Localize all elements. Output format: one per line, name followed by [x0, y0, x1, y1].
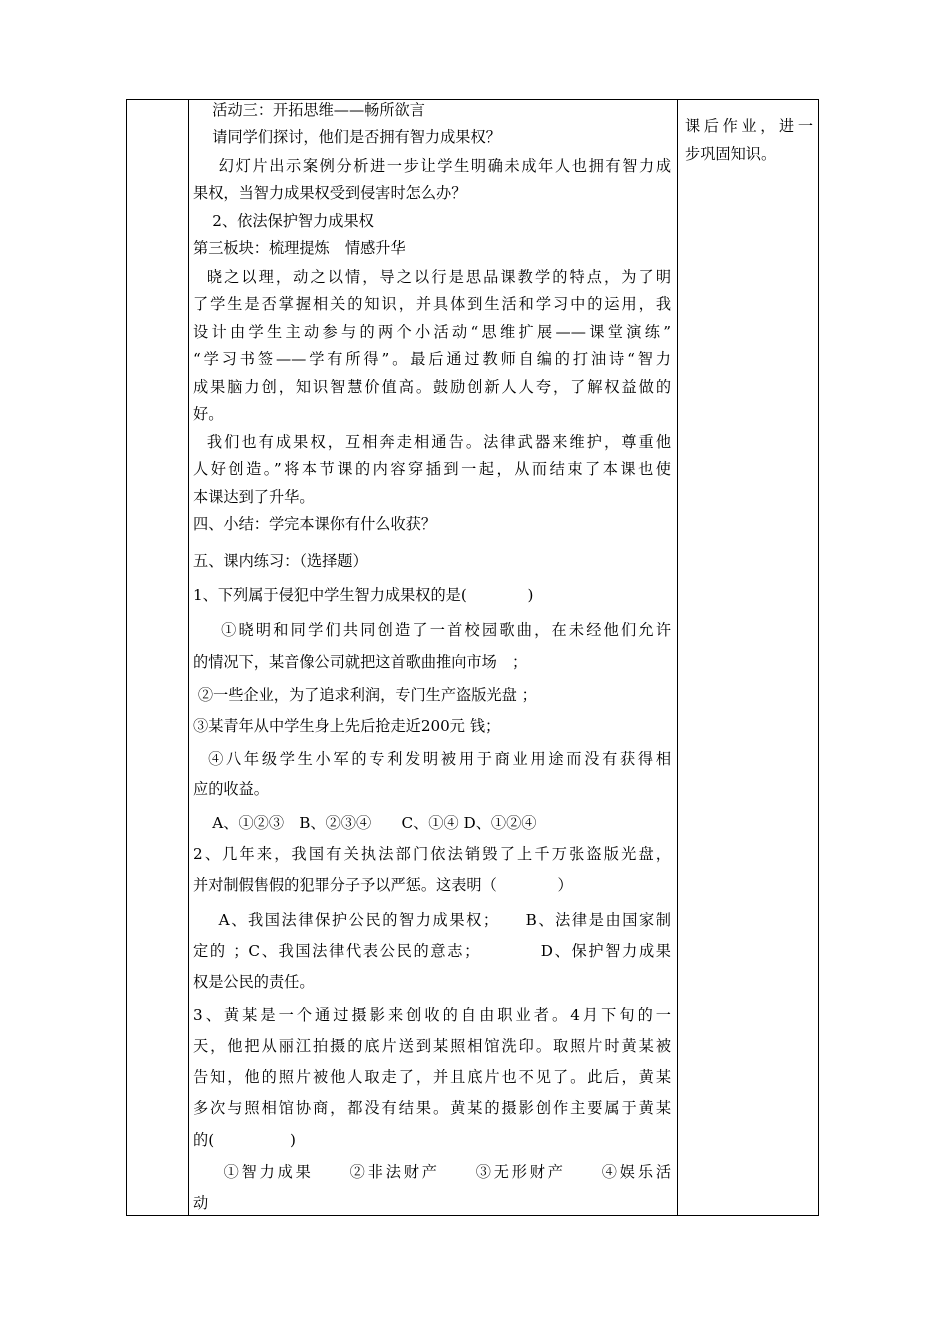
text-line: 幻灯片出示案例分析进一步让学生明确未成年人也拥有智力成	[193, 157, 672, 175]
answer-choices: A、我国法律保护公民的智力成果权； B、法律是由国家制	[193, 911, 671, 929]
text-line: 设计由学生主动参与的两个小活动“思维扩展——课堂演练”	[193, 323, 671, 341]
answer-choices: 动	[193, 1194, 209, 1212]
section-heading: 五、课内练习：（选择题）	[193, 552, 368, 570]
section-heading: 第三板块：梳理提炼 情感升华	[193, 239, 406, 257]
option-line: ④八年级学生小军的专利发明被用于商业用途而没有获得相	[193, 750, 672, 768]
question-line: 3、黄某是一个通过摄影来创收的自由职业者。4月下旬的一	[193, 1006, 671, 1024]
question-line: 的( )	[193, 1131, 296, 1149]
question-line: 告知，他的照片被他人取走了，并且底片也不见了。此后，黄某	[193, 1068, 671, 1086]
text-line: 成果脑力创，知识智慧价值高。鼓励创新人人夸，了解权益做的	[193, 378, 671, 396]
text-line: 本课达到了升华。	[193, 488, 315, 506]
question-line: 1、下列属于侵犯中学生智力成果权的是( )	[193, 586, 534, 604]
text-line: 晓之以理，动之以情，导之以行是思品课教学的特点，为了明	[193, 268, 672, 286]
question-line: 多次与照相馆协商，都没有结果。黄某的摄影创作主要属于黄某	[193, 1099, 671, 1117]
option-line: ③某青年从中学生身上先后抢走近200元 钱；	[193, 717, 501, 735]
text-line: 人好创造。”将本节课的内容穿插到一起，从而结束了本课也使	[193, 460, 671, 478]
question-line: 天，他把从丽江拍摄的底片送到某照相馆洗印。取照片时黄某被	[193, 1037, 671, 1055]
text-line: 好。	[193, 405, 224, 423]
option-line: ①晓明和同学们共同创造了一首校园歌曲，在未经他们允许	[193, 621, 672, 639]
section-heading: 四、小结：学完本课你有什么收获？	[193, 515, 436, 533]
text-line: 活动三：开拓思维——畅所欲言	[193, 101, 425, 119]
option-line: ②一些企业，为了追求利润，专门生产盗版光盘 ；	[193, 686, 537, 704]
answer-choices: 权是公民的责任。	[193, 973, 315, 991]
text-line: 我们也有成果权，互相奔走相通告。法律武器来维护，尊重他	[193, 433, 672, 451]
text-line: “学习书签——学有所得”。最后通过教师自编的打油诗“智力	[193, 350, 671, 368]
column-divider-right	[677, 100, 678, 1215]
text-line: 请同学们探讨，他们是否拥有智力成果权？	[193, 128, 501, 146]
answer-choices: 定的 ；C、我国法律代表公民的意志； D、保护智力成果	[193, 942, 671, 960]
option-line: 应的收益。	[193, 780, 269, 798]
lesson-plan-table	[126, 99, 819, 1216]
text-line: 步巩固知识。	[685, 145, 777, 163]
answer-choices: A、①②③ B、②③④ C、①④ D、①②④	[193, 814, 537, 832]
column-divider-left	[188, 100, 189, 1215]
text-line: 了学生是否掌握相关的知识，并具体到生活和学习中的运用，我	[193, 295, 671, 313]
answer-choices: ①智力成果 ②非法财产 ③无形财产 ④娱乐活	[193, 1163, 672, 1181]
question-line: 并对制假售假的犯罪分子予以严惩。这表明（ ）	[193, 876, 573, 894]
text-line: 果权，当智力成果权受到侵害时怎么办？	[193, 184, 467, 202]
question-line: 2、几年来，我国有关执法部门依法销毁了上千万张盗版光盘，	[193, 845, 671, 863]
text-line: 2、依法保护智力成果权	[193, 212, 374, 230]
option-line: 的情况下，某音像公司就把这首歌曲推向市场 ；	[193, 653, 528, 671]
text-line: 课后作业，进一	[685, 117, 813, 135]
